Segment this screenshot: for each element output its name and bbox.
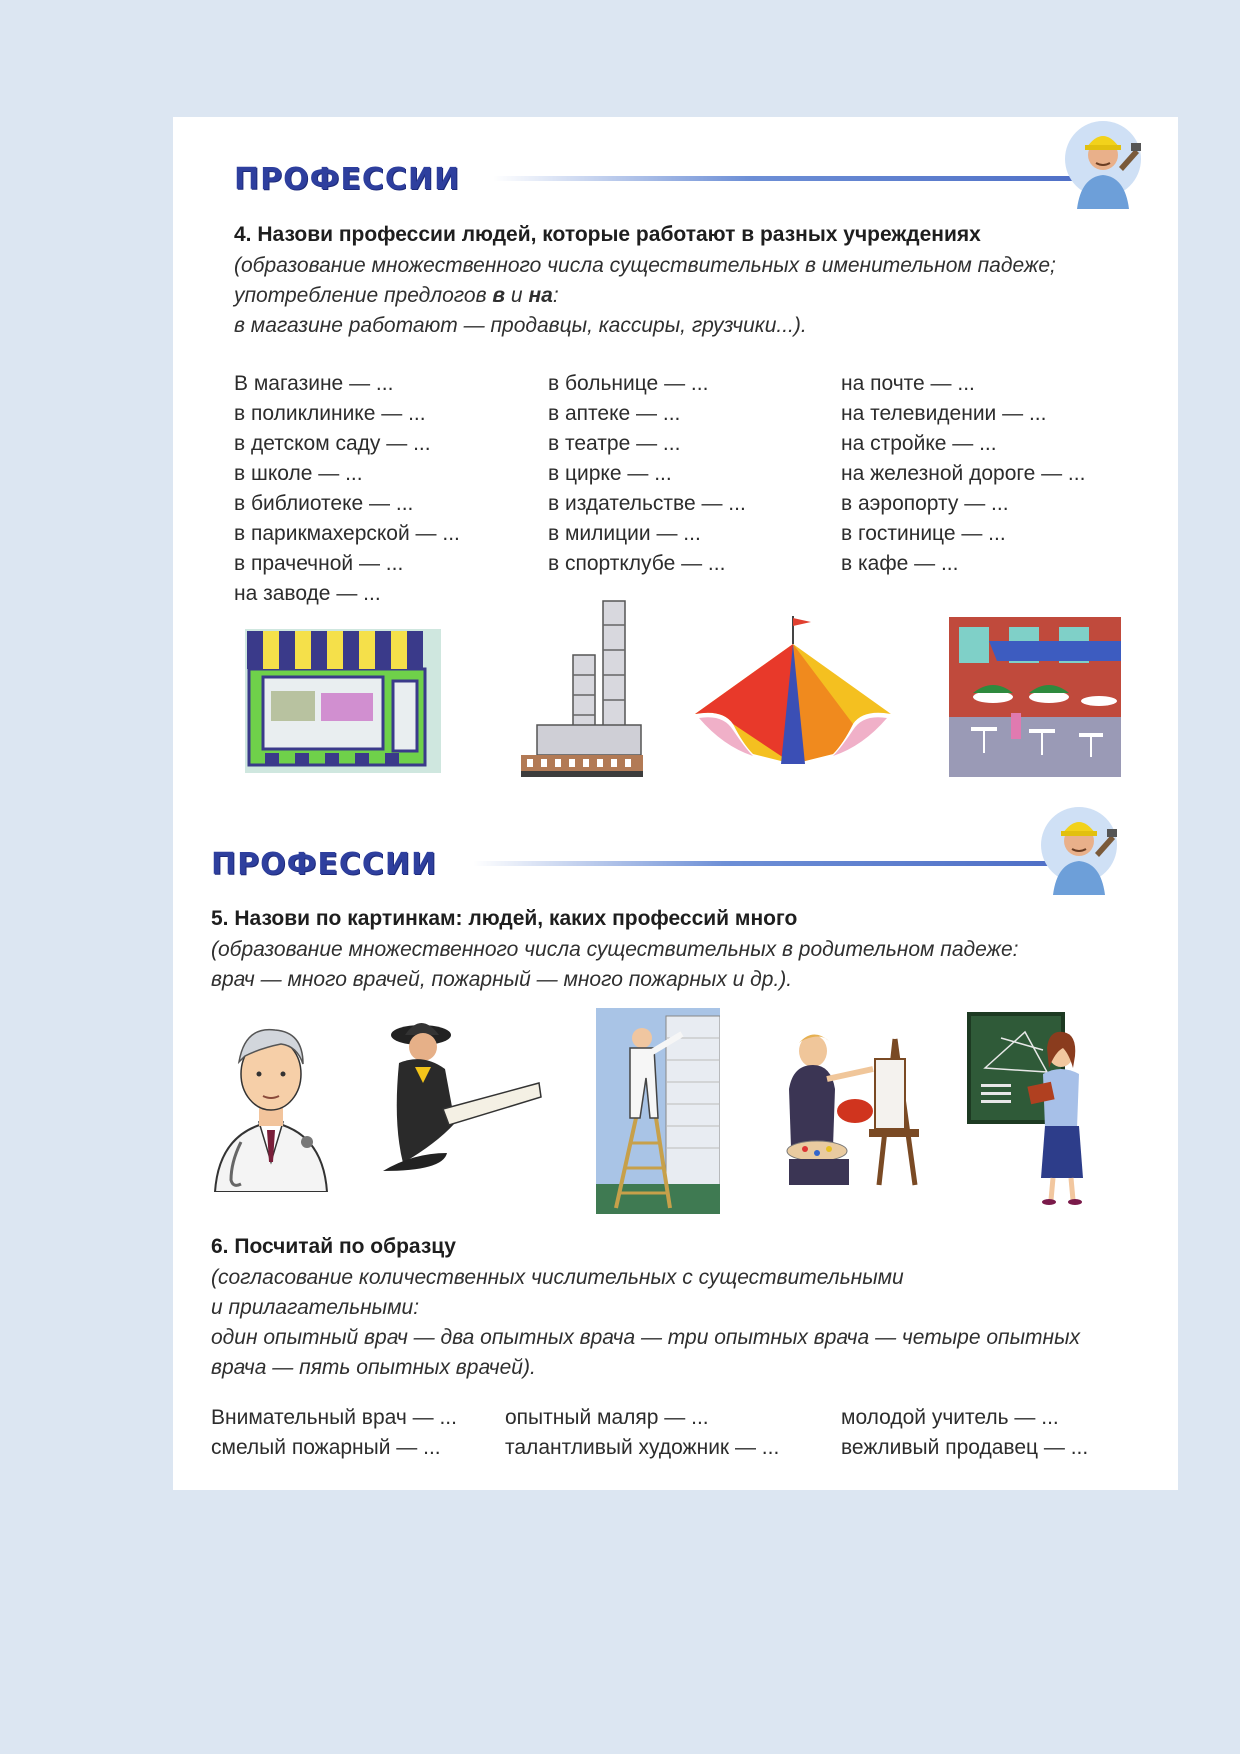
list-item: смелый пожарный — ... (211, 1436, 441, 1459)
note-line: (согласование количественных числительных с существительными (211, 1266, 904, 1289)
note-bold: в (492, 284, 506, 307)
exercise-4-note (234, 251, 1056, 341)
teacher-icon (965, 1008, 1095, 1208)
list-item: в библиотеке — ... (234, 492, 414, 515)
exercise-6-note (211, 1263, 1080, 1383)
list-item: на заводе — ... (234, 582, 381, 605)
list-item: в издательстве — ... (548, 492, 746, 515)
note-text: употребление предлогов (234, 284, 493, 307)
exercise-6-column-3 (841, 1403, 1088, 1463)
cafe-icon (949, 617, 1121, 777)
note-line: врача — пять опытных врачей). (211, 1356, 536, 1379)
note-line (234, 281, 1056, 311)
note-line: один опытный врач — два опытных врача — три опытных врача — четыре опытных (211, 1326, 1081, 1349)
exercise-4-column-1 (234, 369, 460, 609)
section-heading: ПРОФЕССИИ (211, 847, 438, 882)
note-bold: на (528, 284, 553, 307)
exercise-5-note (211, 935, 1019, 995)
list-item: в гостинице — ... (841, 522, 1006, 545)
artist-icon (783, 1029, 931, 1189)
painter-icon (596, 1008, 720, 1214)
note-line: и прилагательными: (211, 1296, 420, 1319)
firefighter-icon (383, 1013, 543, 1173)
list-item: вежливый продавец — ... (841, 1436, 1089, 1459)
exercise-6-column-1 (211, 1403, 457, 1463)
section-heading: ПРОФЕССИИ (234, 162, 461, 197)
list-item: в больнице — ... (548, 372, 709, 395)
exercise-6-column-2 (505, 1403, 779, 1463)
list-item: в цирке — ... (548, 462, 672, 485)
list-item: В магазине — ... (234, 372, 394, 395)
exercise-5-title: 5. Назови по картинкам: людей, каких профессий много (211, 907, 798, 930)
worker-icon (1063, 119, 1143, 209)
list-item: в спортклубе — ... (548, 552, 726, 575)
list-item: в аэропорту — ... (841, 492, 1009, 515)
heading-rule (473, 861, 1103, 866)
list-item: в поликлинике — ... (234, 402, 426, 425)
list-item: Внимательный врач — ... (211, 1406, 457, 1429)
list-item: в школе — ... (234, 462, 363, 485)
note-line: (образование множественного числа существительных в именительном падеже; (234, 254, 1056, 277)
note-line: (образование множественного числа существительных в родительном падеже: (211, 938, 1019, 961)
list-item: в театре — ... (548, 432, 681, 455)
note-text: и (505, 284, 529, 307)
note-line: в магазине работают — продавцы, кассиры, грузчики...). (234, 314, 807, 337)
worker-icon (1039, 805, 1119, 895)
list-item: на стройке — ... (841, 432, 997, 455)
factory-icon (517, 595, 643, 780)
exercise-4-column-3 (841, 369, 1085, 579)
exercise-4-title: 4. Назови профессии людей, которые работают в разных учреждениях (234, 223, 981, 246)
circus-tent-icon (693, 614, 893, 774)
list-item: на почте — ... (841, 372, 975, 395)
doctor-icon (211, 1012, 331, 1192)
list-item: в прачечной — ... (234, 552, 404, 575)
list-item: опытный маляр — ... (505, 1406, 709, 1429)
list-item: в детском саду — ... (234, 432, 431, 455)
note-text: : (552, 284, 559, 307)
shop-icon (243, 625, 443, 775)
list-item: в кафе — ... (841, 552, 959, 575)
exercise-4-column-2 (548, 369, 746, 579)
list-item: в милиции — ... (548, 522, 701, 545)
list-item: талантливый художник — ... (505, 1436, 780, 1459)
exercise-6-title: 6. Посчитай по образцу (211, 1235, 456, 1258)
list-item: на железной дороге — ... (841, 462, 1086, 485)
list-item: в парикмахерской — ... (234, 522, 460, 545)
worksheet-page (173, 117, 1178, 1490)
list-item: молодой учитель — ... (841, 1406, 1059, 1429)
heading-rule (493, 176, 1133, 181)
list-item: на телевидении — ... (841, 402, 1047, 425)
note-line: врач — много врачей, пожарный — много пожарных и др.). (211, 968, 793, 991)
list-item: в аптеке — ... (548, 402, 681, 425)
